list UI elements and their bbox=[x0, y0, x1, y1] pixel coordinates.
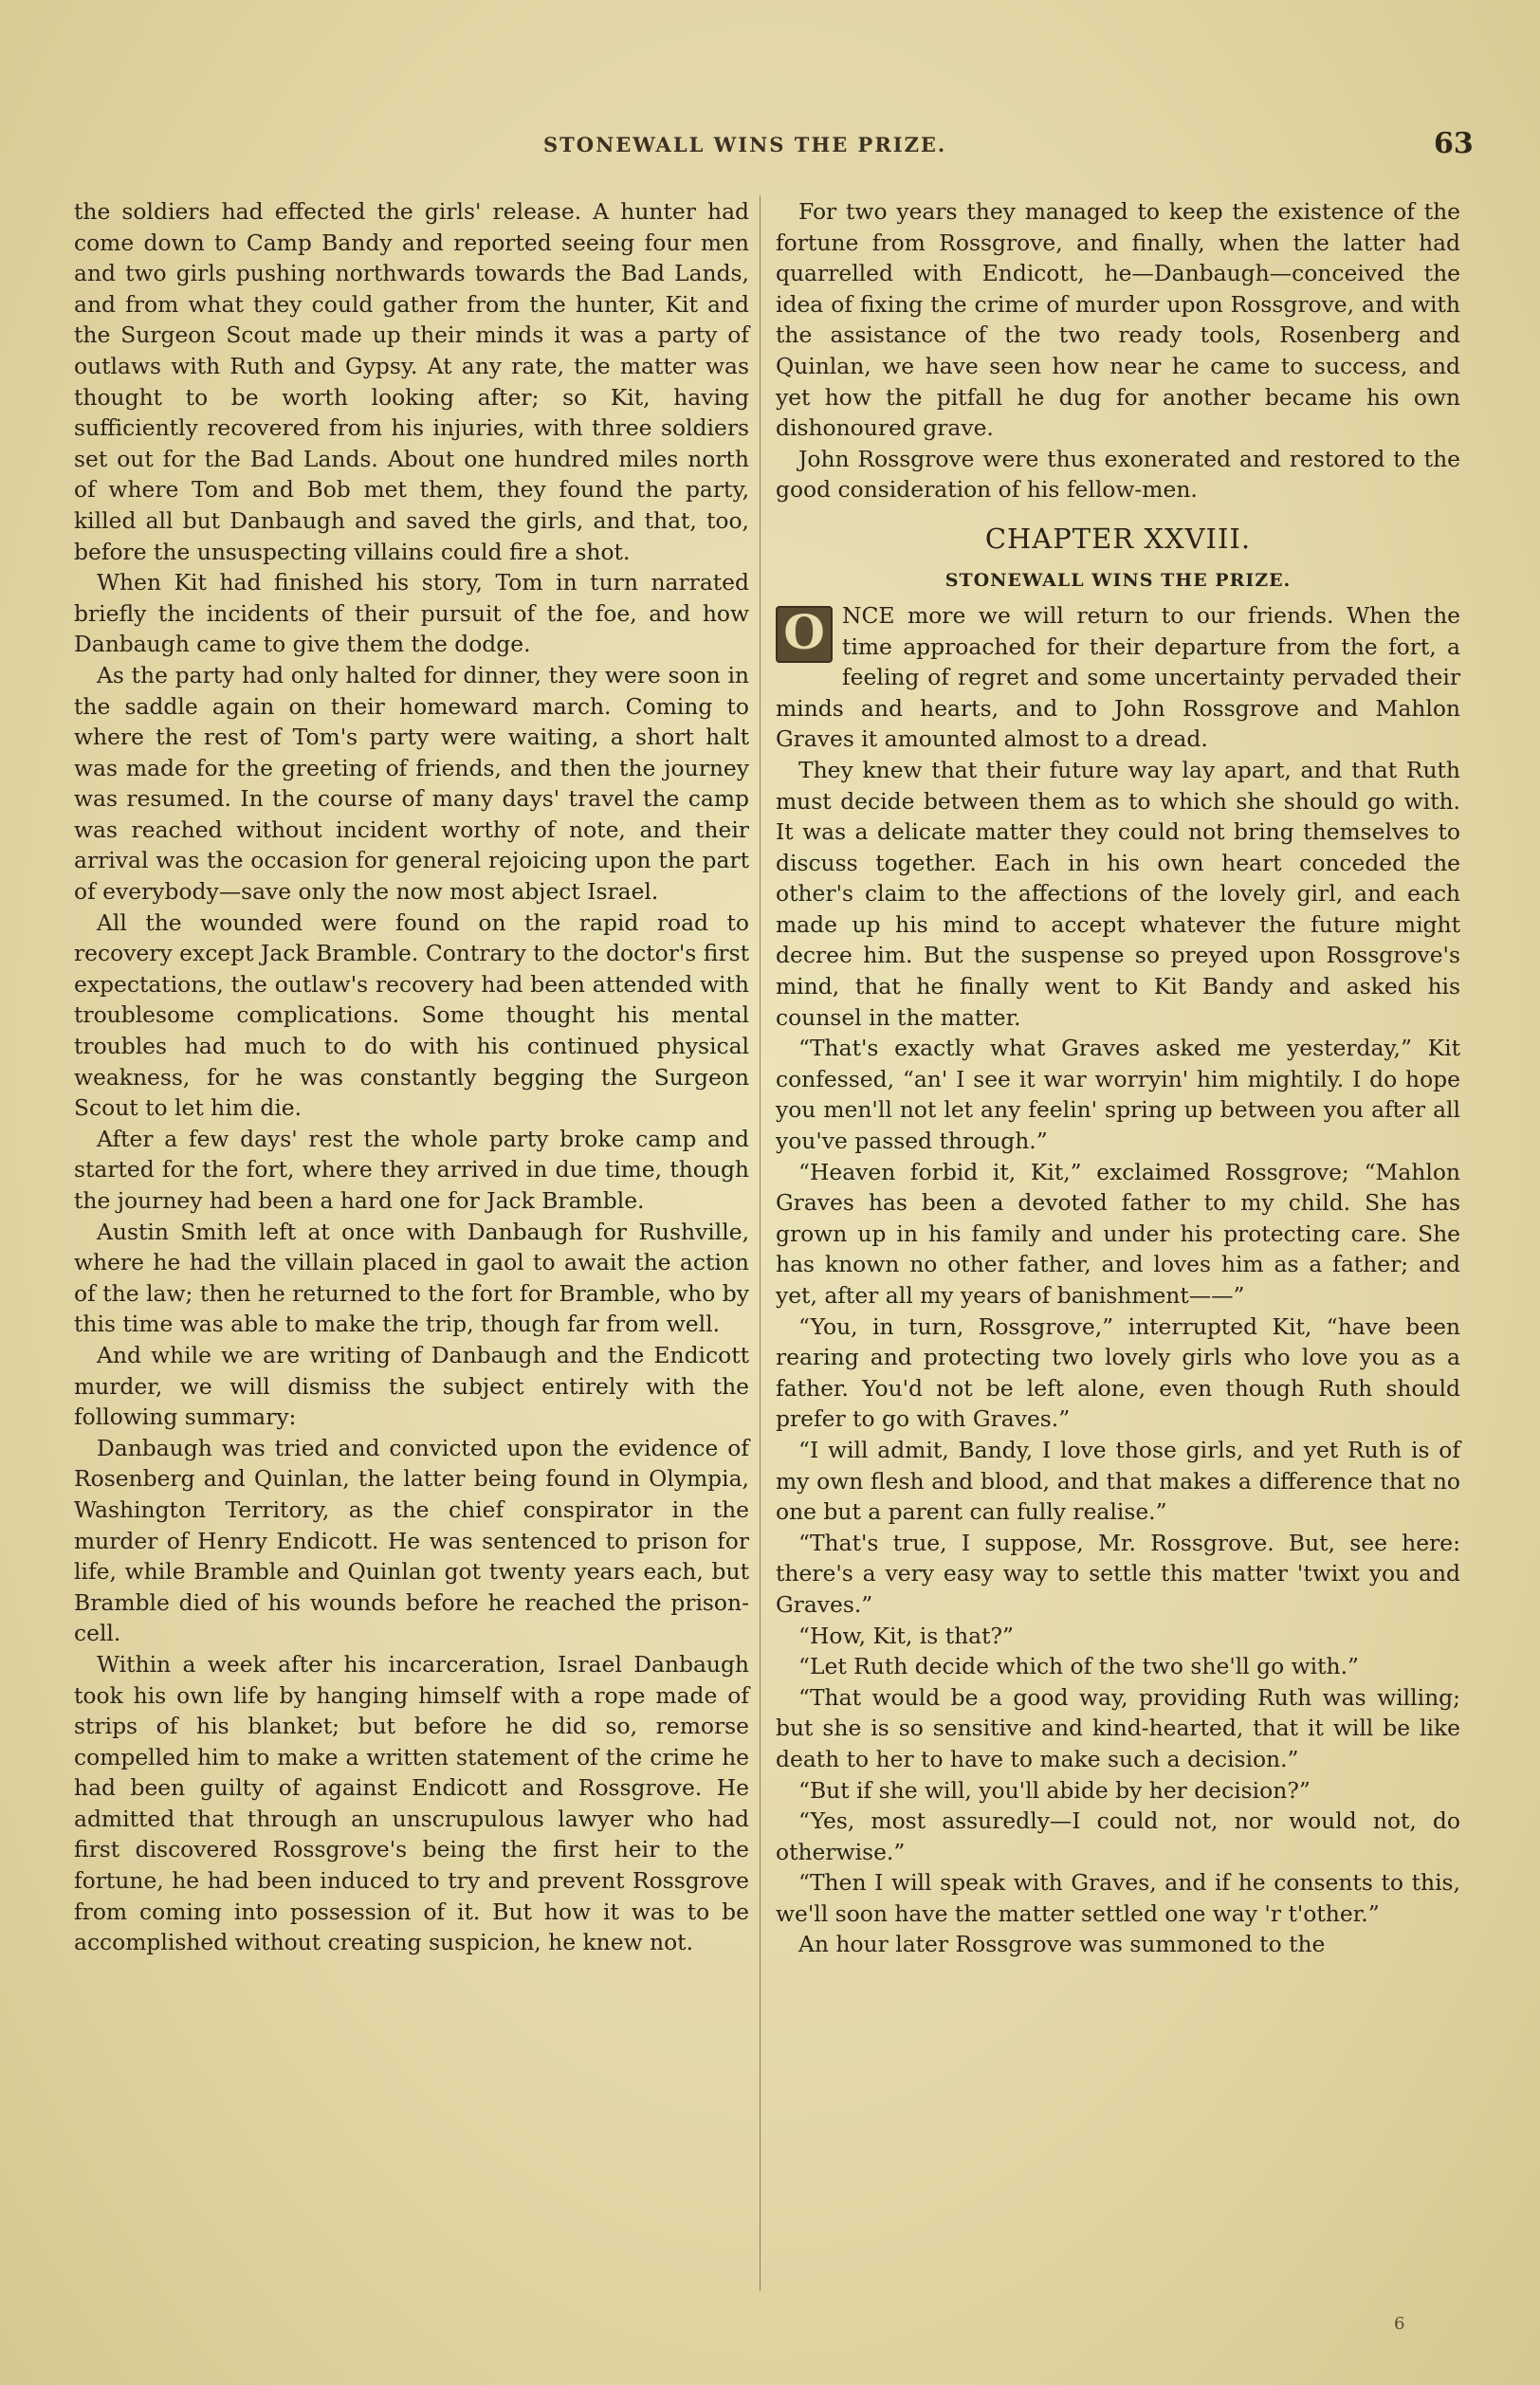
paragraph: “You, in turn, Rossgrove,” interrupted Kit, “have been rearing and protecting two lovely girls who love you as a father. You'd not be left alone, even though Ruth should prefer to go with Graves.” bbox=[776, 1312, 1460, 1433]
opening-text: NCE more we will return to our friends. When the time approached for their departure from the fort, a feeling of regret and some uncertainty pervaded their minds and hearts, and to John Rossgrove and Mahlon Graves it amounted almost to a dread. bbox=[776, 601, 1460, 753]
chapter-opening-paragraph bbox=[776, 600, 1460, 755]
paragraph: John Rossgrove were thus exonerated and restored to the good consideration of his fellow-men. bbox=[776, 445, 1460, 504]
paragraph: After a few days' rest the whole party broke camp and started for the fort, where they arrived in due time, though the journey had been a hard one for Jack Bramble. bbox=[74, 1125, 749, 1214]
chapter-subtitle: STONEWALL WINS THE PRIZE. bbox=[944, 569, 1292, 591]
left-column bbox=[74, 196, 749, 1958]
paragraph: Within a week after his incarceration, Israel Danbaugh took his own life by hanging himself with a rope made of strips of his blanket; but before he did so, remorse compelled him to make a written statement of the crime he had been guilty of against Endicott and Rossgrove. He admitted that through an unscrupulous lawyer who had first discovered Rossgrove's being the first heir to the fortune, he had been induced to try and prevent Rossgrove from coming into possession of it. But how it was to be accomplished without creating suspicion, he knew not. bbox=[74, 1650, 749, 1956]
paragraph: “I will admit, Bandy, I love those girls, and yet Ruth is of my own flesh and blood, and that makes a difference that no one but a parent can fully realise.” bbox=[776, 1436, 1460, 1526]
paragraph: “That's exactly what Graves asked me yesterday,” Kit confessed, “an' I see it war worryin' him mightily. I do hope you men'll not let any feelin' spring up between you after all you've passed through.” bbox=[776, 1035, 1460, 1155]
paragraph: For two years they managed to keep the existence of the fortune from Rossgrove, and finally, when the latter had quarrelled with Endicott, he—Danbaugh—conceived the idea of fixing the crime of murder upon Rossgrove, and with the assistance of the two ready tools, Rosenberg and Quinlan, we have seen how near he came to success, and yet how the pitfall he dug for another became his own dishonoured grave. bbox=[776, 198, 1460, 442]
paragraph: As the party had only halted for dinner, they were soon in the saddle again on their homeward march. Coming to where the rest of Tom's party were waiting, a short halt was made for the greeting of friends, and then the journey was resumed. In the course of many days' travel the camp was reached without incident worthy of note, and their arrival was the occasion for general rejoicing upon the part of everybody—save only the now most abject Israel. bbox=[74, 661, 749, 906]
running-title: STONEWALL WINS THE PRIZE. bbox=[543, 133, 947, 156]
page-number: 63 bbox=[1434, 127, 1474, 160]
column-divider bbox=[760, 195, 761, 2291]
right-column bbox=[776, 196, 1460, 1960]
chapter-title: CHAPTER XXVIII. bbox=[984, 522, 1252, 555]
paragraph: “That's true, I suppose, Mr. Rossgrove. But, see here: there's a very easy way to settle this matter 'twixt you and Graves.” bbox=[776, 1529, 1460, 1618]
page-header bbox=[0, 127, 1540, 167]
paragraph: All the wounded were found on the rapid road to recovery except Jack Bramble. Contrary to the doctor's first expectations, the outlaw's recovery had been attended with troublesome complications. Some thought his mental troubles had much to do with his continued physical weakness, for he was constantly begging the Surgeon Scout to let him die. bbox=[74, 908, 749, 1122]
paragraph: “That would be a good way, providing Ruth was willing; but she is so sensitive and kind-hearted, that it will be like death to her to have to make such a decision.” bbox=[776, 1683, 1460, 1772]
paragraph: “Then I will speak with Graves, and if he consents to this, we'll soon have the matter settled one way 'r t'other.” bbox=[776, 1869, 1460, 1927]
paragraph: An hour later Rossgrove was summoned to the bbox=[798, 1931, 1326, 1958]
paragraph: “But if she will, you'll abide by her decision?” bbox=[798, 1776, 1311, 1804]
paragraph: And while we are writing of Danbaugh and the Endicott murder, we will dismiss the subject entirely with the following summary: bbox=[74, 1341, 749, 1431]
paragraph: “Yes, most assuredly—I could not, nor would not, do otherwise.” bbox=[776, 1807, 1460, 1865]
paragraph: the soldiers had effected the girls' release. A hunter had come down to Camp Bandy and reported seeing four men and two girls pushing northwards towards the Bad Lands, and from what they could gather from the hunter, Kit and the Surgeon Scout made up their minds it was a party of outlaws with Ruth and Gypsy. At any rate, the matter was thought to be worth looking after; so Kit, having sufficiently recovered from his injuries, with three soldiers set out for the Bad Lands. About one hundred miles north of where Tom and Bob met them, they found the party, killed all but Danbaugh and saved the girls, and that, too, before the unsuspecting villains could fire a shot. bbox=[74, 198, 749, 565]
paragraph: “How, Kit, is that?” bbox=[798, 1622, 1015, 1649]
drop-cap: O bbox=[776, 606, 833, 663]
paragraph: “Let Ruth decide which of the two she'll go with.” bbox=[798, 1653, 1360, 1680]
paragraph: Austin Smith left at once with Danbaugh for Rushville, where he had the villain placed in gaol to await the action of the law; then he returned to the fort for Bramble, who by this time was able to make the trip, though far from well. bbox=[74, 1218, 749, 1338]
paragraph: “Heaven forbid it, Kit,” exclaimed Rossgrove; “Mahlon Graves has been a devoted father to my child. She has grown up in his family and under his protecting care. She has known no other father, and loves him as a father; and yet, after all my years of banishment——” bbox=[776, 1158, 1460, 1309]
signature-mark: 6 bbox=[1394, 2314, 1405, 2334]
paragraph: When Kit had finished his story, Tom in turn narrated briefly the incidents of their pursuit of the foe, and how Danbaugh came to give them the dodge. bbox=[74, 569, 749, 658]
paragraph: They knew that their future way lay apart, and that Ruth must decide between them as to which she should go with. It was a delicate matter they could not bring themselves to discuss together. Each in his own heart conceded the other's claim to the affections of the lovely girl, and each made up his mind to accept whatever the future might decree him. But the suspense so preyed upon Rossgrove's mind, that he finally went to Kit Bandy and asked his counsel in the matter. bbox=[776, 756, 1460, 1031]
paragraph: Danbaugh was tried and convicted upon the evidence of Rosenberg and Quinlan, the latter being found in Olympia, Washington Territory, as the chief conspirator in the murder of Henry Endicott. He was sentenced to prison for life, while Bramble and Quinlan got twenty years each, but Bramble died of his wounds before he reached the prison-cell. bbox=[74, 1434, 749, 1647]
